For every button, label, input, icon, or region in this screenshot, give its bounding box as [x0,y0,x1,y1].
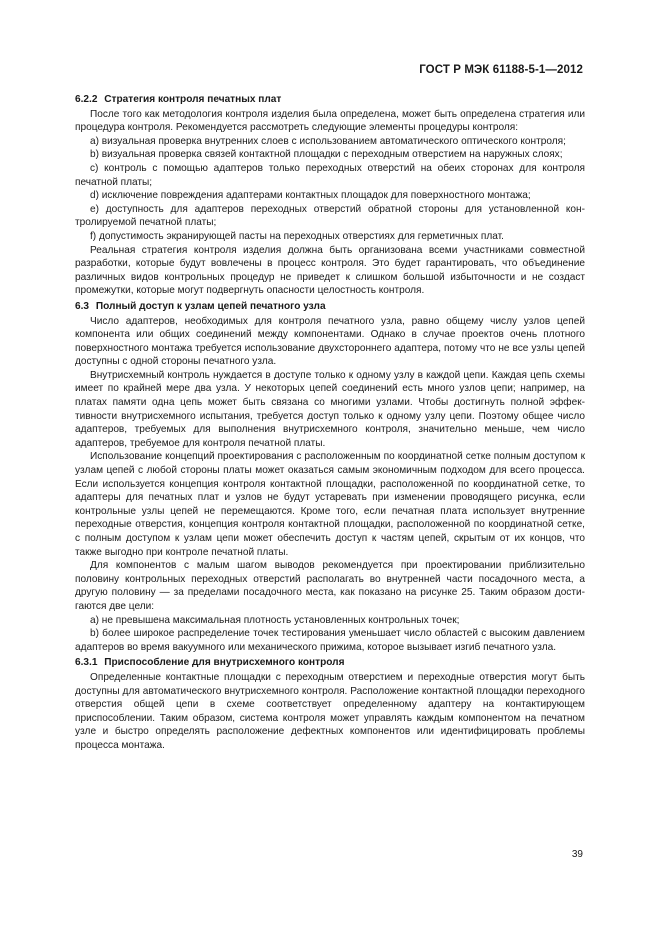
list-item-d: d) исключение повреждения адаптерами контактных площадок для поверхностного монтажа; [90,190,531,202]
paragraph: Внутрисхемный контроль нуждается в доступе только к одному узлу в каждой цепи. Каждая цепь схемы имеет по крайней мере два узла. У некоторых цепей соединений есть много узлов цепи; например, на платах памяти одна цепь может быть связана со многими узлами. Чтобы достигнуть полной эффективности внутрисхемного испытания, требуется доступ только к одному узлу цепи. Поэтому общее число адаптеров, требуемых для выполнения внутрисхемного контроля, значительно меньше, чем число адаптеров, требуемое для контроля печатной платы. [75,369,585,449]
list-item-a: a) визуальная проверка внутренних слоев с использованием автоматического оптического контроля; [90,135,566,147]
paragraph: Реальная стратегия контроля изделия должна быть организована всеми участниками совместной разработки, которые будут вовлечены в процесс контроля. Это будет гарантировать, что объединение различных видов контрольных процедур не приведет к слишком большой избыточности и не создаст промежутки, которые могут подвергнуть опасности целостность контроля. [75,244,585,297]
document-id-header: ГОСТ Р МЭК 61188-5-1—2012 [419,64,583,76]
section-number: 6.3 [75,300,90,312]
list-item-c: c) контроль с помощью адаптеров только переходных отверстий на обеих сторонах для контроля печатной платы; [75,162,585,188]
paragraph: Для компонентов с малым шагом выводов рекомендуется при проектировании приблизительно половину контрольных переходных отверстий располагать во внутренней части посадочного места, а другую половину — за пределами посадочного места, как показано на рисунке 25. Таким образом достигаются две цели: [75,560,585,612]
section-title: Приспособление для внутрисхемного контроля [104,657,345,669]
paragraph: После того как методология контроля изделия была определена, может быть определена стратегия или процедура контроля. Рекомендуется рассмотреть следующие элементы процедуры контроля: [75,108,585,134]
page-body [75,91,585,753]
list-item-b: b) визуальная проверка связей контактной площадки с переходным отверстием на наружных слоях; [90,149,563,161]
section-title: Полный доступ к узлам цепей печатного узла [95,300,326,312]
section-title: Стратегия контроля печатных плат [104,94,282,105]
section-number: 6.3.1 [75,657,98,669]
list-item-a: a) не превышена максимальная плотность установленных контрольных точек; [90,614,460,626]
section-number: 6.2.2 [75,94,98,105]
section-heading-6-3-1 [75,656,585,670]
paragraph: Использование концепций проектирования с расположенным по координатной сетке полным доступом к узлам цепей с любой стороны платы может оказаться самым экономичным подходом для всего процесса. Если используется концепция контроля контактной площадки, расположенной по координатной сетке, то адаптеры для печатных плат и узлов не будут устаревать при изменении проводящего рисунка, если контрольные узлы цепей не перемещаются. Кроме того, если печатная плата использует внутренние переходные отверстия, концепция контроля контактной площадки, расположенной по координатной сетке, с полным доступом к узлам цепи может обеспечить доступ к частям цепей, скрытым от их концов, что также выгодно при контроле печатной платы. [75,451,585,558]
list-item-f: f) допустимость экранирующей пасты на переходных отверстиях для герметичных плат. [90,230,504,242]
section-heading-6-2-2 [75,93,585,107]
list-item-b: b) более широкое распределение точек тестирования уменьшает число областей с высоким давлением адаптеров во время вакуумного или механического прижима, которое вызывает изгиб печатного узла. [75,628,585,653]
list-item-e: e) доступность для адаптеров переходных отверстий обратной стороны для установленной контролируемой печатной платы; [75,203,585,229]
paragraph: Определенные контактные площадки с переходным отверстием и переходные отверстия могут быть доступны для автоматического внутрисхемного контроля. Расположение контактной площадки переходного отверстия общей цепи в схеме соответствует определенному адаптеру на контактирующем приспособлении. Таким образом, система контроля может управлять каждым компонентом на печатном узле и быстро определять расположение дефектных компонентов или идентифицировать проблемы процесса монтажа. [75,671,585,751]
section-heading-6-3 [75,300,585,314]
page-number: 39 [571,849,583,860]
paragraph: Число адаптеров, необходимых для контроля печатного узла, равно общему числу узлов цепей компонента или общих соединений между компонентами. Однако в случае проектов очень плотного поверхностного монтажа требуется использование двухстороннего адаптера, потому что не все узлы цепей доступны с одной стороны печатного узла. [75,315,585,368]
